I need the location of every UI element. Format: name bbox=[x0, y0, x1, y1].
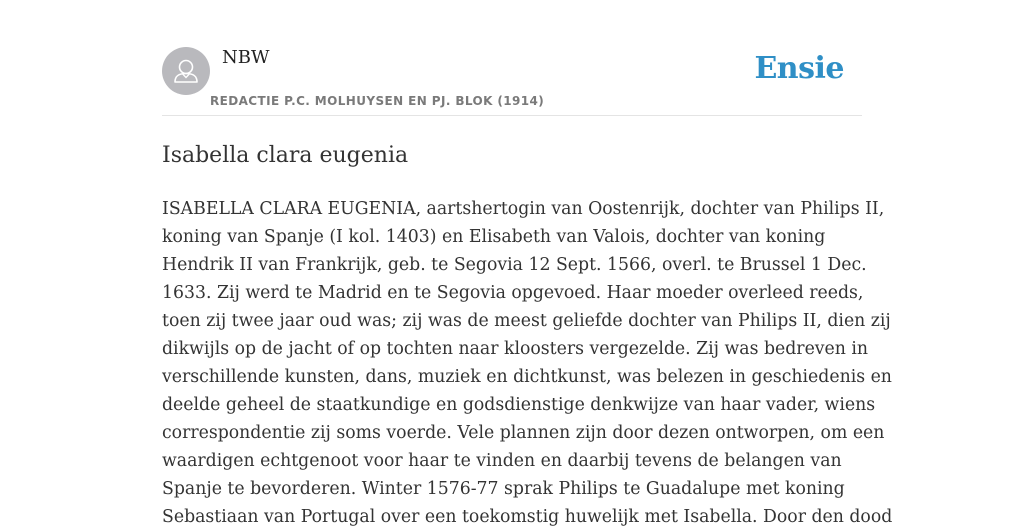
article-card bbox=[162, 0, 893, 531]
article-body-line: verschillende kunsten, dans, muziek en dichtkunst, was belezen in geschiedenis en bbox=[162, 367, 892, 387]
article-body-line: waardigen echtgenoot voor haar te vinden en daarbij tevens de belangen van bbox=[162, 451, 842, 471]
brand-logo[interactable]: Ensie bbox=[754, 51, 844, 86]
article-body-line: toen zij twee jaar oud was; zij was de meest geliefde dochter van Philips II, dien zij bbox=[162, 311, 891, 331]
article-body-line: correspondentie zij soms voerde. Vele plannen zijn door dezen ontworpen, om een bbox=[162, 423, 885, 443]
article-body bbox=[162, 195, 893, 531]
article-body-line: Sebastiaan van Portugal over een toekomstig huwelijk met Isabella. Door den dood bbox=[162, 507, 893, 527]
article-body-line: deelde geheel de staatkundige en godsdienstige denkwijze van haar vader, wiens bbox=[162, 395, 876, 415]
user-silhouette-icon bbox=[162, 47, 210, 95]
article-body-line: Spanje te bevorderen. Winter 1576-77 sprak Philips te Guadalupe met koning bbox=[162, 479, 845, 499]
article-header bbox=[162, 0, 862, 116]
article-body-line: ISABELLA CLARA EUGENIA, aartshertogin van Oostenrijk, dochter van Philips II, bbox=[162, 199, 885, 219]
article-title: Isabella clara eugenia bbox=[162, 143, 409, 168]
article-body-line: 1633. Zij werd te Madrid en te Segovia opgevoed. Haar moeder overleed reeds, bbox=[162, 283, 864, 303]
source-subtitle: REDACTIE P.C. MOLHUYSEN EN PJ. BLOK (1914) bbox=[210, 94, 545, 108]
avatar[interactable] bbox=[162, 47, 210, 95]
article-body-line: koning van Spanje (I kol. 1403) en Elisabeth van Valois, dochter van koning bbox=[162, 227, 826, 247]
article-body-line: Hendrik II van Frankrijk, geb. te Segovia 12 Sept. 1566, overl. te Brussel 1 Dec. bbox=[162, 255, 867, 275]
article-body-line: dikwijls op de jacht of op tochten naar kloosters vergezelde. Zij was bedreven in bbox=[162, 339, 869, 359]
author-name[interactable]: NBW bbox=[222, 47, 270, 68]
